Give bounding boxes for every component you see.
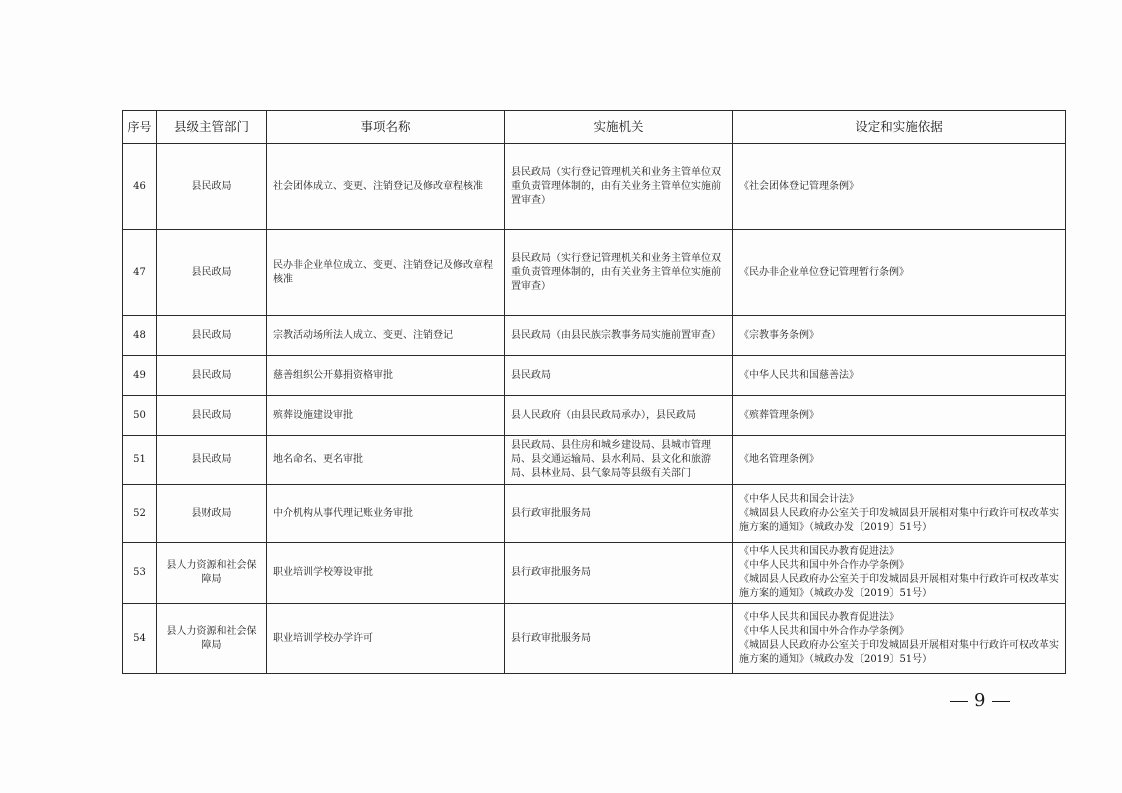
cell-implementing-agency: 县民政局	[505, 356, 733, 396]
cell-item-name: 殡葬设施建设审批	[267, 396, 505, 436]
table-row	[123, 144, 1066, 230]
cell-implementing-agency: 县人民政府（由县民政局承办），县民政局	[505, 396, 733, 436]
cell-item-name: 慈善组织公开募捐资格审批	[267, 356, 505, 396]
cell-serial-number: 52	[123, 485, 157, 543]
cell-item-name: 中介机构从事代理记账业务审批	[267, 485, 505, 543]
cell-item-name: 职业培训学校办学许可	[267, 604, 505, 674]
page-number-dash-left	[950, 701, 968, 702]
cell-serial-number: 51	[123, 436, 157, 485]
cell-item-name: 宗教活动场所法人成立、变更、注销登记	[267, 316, 505, 356]
header-serial-number: 序号	[123, 111, 157, 144]
table-row	[123, 543, 1066, 604]
cell-department: 县民政局	[157, 144, 267, 230]
legal-basis-entry: 《中华人民共和国中外合作办学条例》	[739, 625, 909, 637]
legal-basis-entry: 《中华人民共和国民办教育促进法》	[739, 611, 899, 623]
cell-implementing-agency: 县民政局、县住房和城乡建设局、县城市管理局、县交通运输局、县水利局、县文化和旅游局、县林业局、县气象局等县级有关部门	[505, 436, 733, 485]
header-department: 县级主管部门	[157, 111, 267, 144]
approval-items-table	[122, 110, 1066, 674]
cell-department: 县财政局	[157, 485, 267, 543]
legal-basis-entry: 《地名管理条例》	[739, 454, 819, 465]
legal-basis-entry: 《殡葬管理条例》	[739, 409, 819, 421]
table-header-row	[123, 111, 1066, 144]
legal-basis-entry: 《中华人民共和国会计法》	[739, 493, 859, 505]
cell-item-name: 地名命名、更名审批	[267, 436, 505, 485]
cell-item-name: 职业培训学校筹设审批	[267, 543, 505, 604]
cell-department: 县民政局	[157, 316, 267, 356]
cell-serial-number: 46	[123, 144, 157, 230]
cell-legal-basis	[733, 396, 1066, 436]
cell-legal-basis	[733, 436, 1066, 485]
legal-basis-entry: 《社会团体登记管理条例》	[739, 180, 859, 192]
header-legal-basis: 设定和实施依据	[733, 111, 1066, 144]
legal-basis-entry: 《中华人民共和国民办教育促进法》	[739, 546, 899, 557]
legal-basis-entry: 《城固县人民政府办公室关于印发城固县开展相对集中行政许可权改革实施方案的通知》（城政办发〔2019〕51号）	[739, 574, 1059, 599]
table-row	[123, 604, 1066, 674]
table-row	[123, 356, 1066, 396]
cell-implementing-agency: 县民政局（实行登记管理机关和业务主管单位双重负责管理体制的，由有关业务主管单位实施前置审查）	[505, 144, 733, 230]
header-implementing-agency: 实施机关	[505, 111, 733, 144]
table-row	[123, 485, 1066, 543]
cell-legal-basis	[733, 230, 1066, 316]
cell-serial-number: 54	[123, 604, 157, 674]
cell-department: 县人力资源和社会保障局	[157, 604, 267, 674]
page-number-value: 9	[974, 690, 987, 711]
cell-legal-basis	[733, 604, 1066, 674]
cell-legal-basis	[733, 485, 1066, 543]
legal-basis-entry: 《中华人民共和国慈善法》	[739, 369, 859, 381]
header-item-name: 事项名称	[267, 111, 505, 144]
cell-implementing-agency: 县行政审批服务局	[505, 485, 733, 543]
cell-legal-basis	[733, 543, 1066, 604]
legal-basis-entry: 《宗教事务条例》	[739, 329, 819, 341]
cell-item-name: 社会团体成立、变更、注销登记及修改章程核准	[267, 144, 505, 230]
page-number-dash-right	[992, 701, 1010, 702]
cell-implementing-agency: 县行政审批服务局	[505, 543, 733, 604]
cell-implementing-agency: 县民政局（由县民族宗教事务局实施前置审查）	[505, 316, 733, 356]
table-row	[123, 316, 1066, 356]
legal-basis-entry: 《城固县人民政府办公室关于印发城固县开展相对集中行政许可权改革实施方案的通知》（城政办发〔2019〕51号）	[739, 639, 1059, 665]
cell-department: 县民政局	[157, 396, 267, 436]
cell-serial-number: 53	[123, 543, 157, 604]
cell-serial-number: 50	[123, 396, 157, 436]
cell-implementing-agency: 县民政局（实行登记管理机关和业务主管单位双重负责管理体制的，由有关业务主管单位实施前置审查）	[505, 230, 733, 316]
cell-serial-number: 48	[123, 316, 157, 356]
cell-department: 县民政局	[157, 230, 267, 316]
table-row	[123, 436, 1066, 485]
cell-serial-number: 47	[123, 230, 157, 316]
page-number	[944, 690, 1016, 711]
cell-legal-basis	[733, 356, 1066, 396]
legal-basis-entry: 《城固县人民政府办公室关于印发城固县开展相对集中行政许可权改革实施方案的通知》（城政办发〔2019〕51号）	[739, 507, 1059, 533]
legal-basis-entry: 《民办非企业单位登记管理暂行条例》	[739, 266, 909, 278]
legal-basis-entry: 《中华人民共和国中外合作办学条例》	[739, 560, 909, 571]
table-row	[123, 230, 1066, 316]
cell-serial-number: 49	[123, 356, 157, 396]
cell-department: 县民政局	[157, 356, 267, 396]
cell-department: 县人力资源和社会保障局	[157, 543, 267, 604]
cell-legal-basis	[733, 316, 1066, 356]
table-row	[123, 396, 1066, 436]
cell-implementing-agency: 县行政审批服务局	[505, 604, 733, 674]
cell-legal-basis	[733, 144, 1066, 230]
cell-department: 县民政局	[157, 436, 267, 485]
cell-item-name: 民办非企业单位成立、变更、注销登记及修改章程核准	[267, 230, 505, 316]
